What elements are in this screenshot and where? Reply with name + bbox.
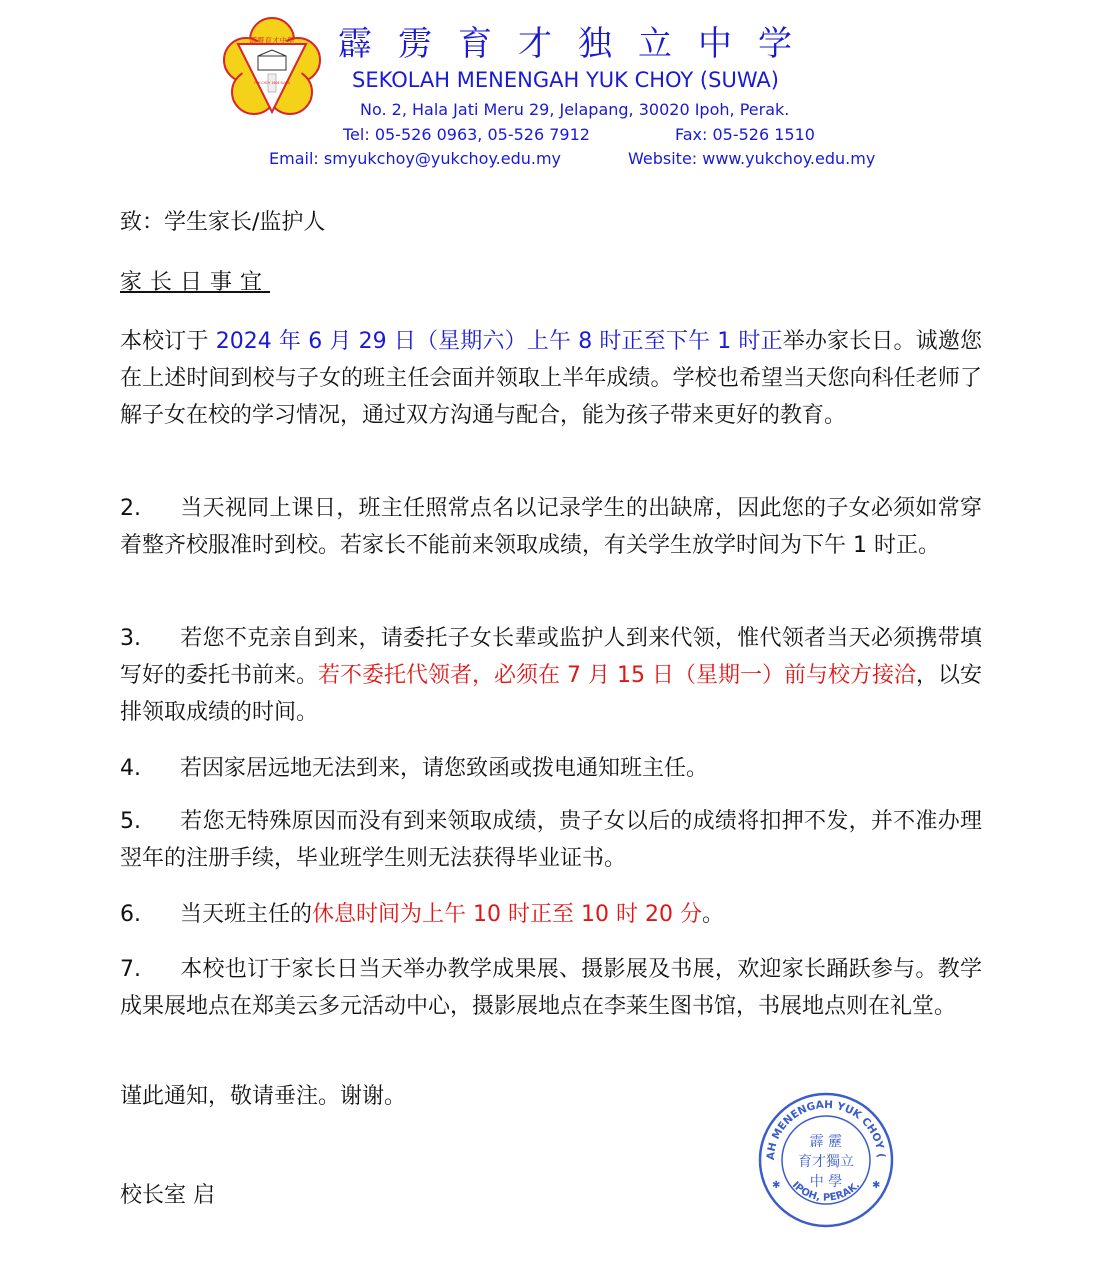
- closing-line: 谨此通知，敬请垂注。谢谢。: [120, 1084, 407, 1109]
- school-name-en: SEKOLAH MENENGAH YUK CHOY (SUWA): [352, 68, 779, 92]
- item-3: 3. 若您不克亲自到来，请委托子女长辈或监护人到来代领，惟代领者当天必须携带填写好的委托书前来。若不委托代领者，必须在 7 月 15 日（星期一）前与校方接洽，以安排领取成绩的时间。: [120, 626, 982, 725]
- break-time: 休息时间为上午 10 时正至 10 时 20 分: [312, 902, 702, 927]
- letter-subject: 家长日事宜: [120, 270, 271, 295]
- stamp-ring-text: AH MENENGAH YUK CHOY (: [764, 1098, 887, 1161]
- school-name-cn: 霹雳育才独立中学: [338, 24, 818, 64]
- stamp-bottom-text: IPOH, PERAK.: [789, 1179, 863, 1204]
- school-address: No. 2, Hala Jati Meru 29, Jelapang, 30020 Ipoh, Perak.: [360, 100, 790, 119]
- svg-text:✱: ✱: [872, 1180, 881, 1191]
- item-4: 4. 若因家居远地无法到来，请您致函或拨电通知班主任。: [120, 756, 709, 781]
- item-5: 5. 若您无特殊原因而没有到来领取成绩，贵子女以后的成绩将扣押不发，并不准办理翌年的注册手续，毕业班学生则无法获得毕业证书。: [120, 809, 982, 871]
- signature: 校长室 启: [120, 1183, 215, 1208]
- intro-paragraph: 本校订于 2024 年 6 月 29 日（星期六）上午 8 时正至下午 1 时正举办家长日。诚邀您在上述时间到校与子女的班主任会面并领取上半年成绩。学校也希望当天您向科任老师了解子女在校的学习情况，通过双方沟通与配合，能为孩子带来更好的教育。: [120, 329, 982, 428]
- item-6: 6. 当天班主任的休息时间为上午 10 时正至 10 时 20 分。: [120, 902, 724, 927]
- svg-text:✱: ✱: [772, 1180, 781, 1191]
- item-7: 7. 本校也订于家长日当天举办教学成果展、摄影展及书展，欢迎家长踊跃参与。教学成果展地点在郑美云多元活动中心，摄影展地点在李莱生图书馆，书展地点则在礼堂。: [120, 957, 982, 1019]
- stamp-center-line2: 育才獨立: [798, 1154, 854, 1170]
- school-email: Email: smyukchoy@yukchoy.edu.my: [269, 149, 562, 168]
- school-website: Website: www.yukchoy.edu.my: [628, 149, 876, 168]
- stamp-center-line1: 霹 靂: [809, 1134, 843, 1150]
- stamp-center-line3: 中 學: [809, 1174, 843, 1190]
- school-fax: Fax: 05-526 1510: [675, 125, 815, 144]
- school-tel: Tel: 05-526 0963, 05-526 7912: [343, 125, 590, 144]
- item-2: 2. 当天视同上课日，班主任照常点名以记录学生的出缺席，因此您的子女必须如常穿着整齐校服准时到校。若家长不能前来领取成绩，有关学生放学时间为下午 1 时正。: [120, 496, 982, 558]
- deadline-notice: 若不委托代领者，必须在 7 月 15 日（星期一）前与校方接洽: [318, 663, 916, 688]
- logo-text-top: 霹靂育才中學: [249, 36, 295, 45]
- event-date-time: 2024 年 6 月 29 日（星期六）上午 8 时正至下午 1 时正: [215, 329, 783, 354]
- logo-text-bottom: YUK CHOY 1908 SUWA: [254, 81, 290, 85]
- school-logo: [222, 16, 322, 120]
- school-stamp: [756, 1090, 896, 1230]
- letter-recipient: 致：学生家长/监护人: [120, 210, 326, 235]
